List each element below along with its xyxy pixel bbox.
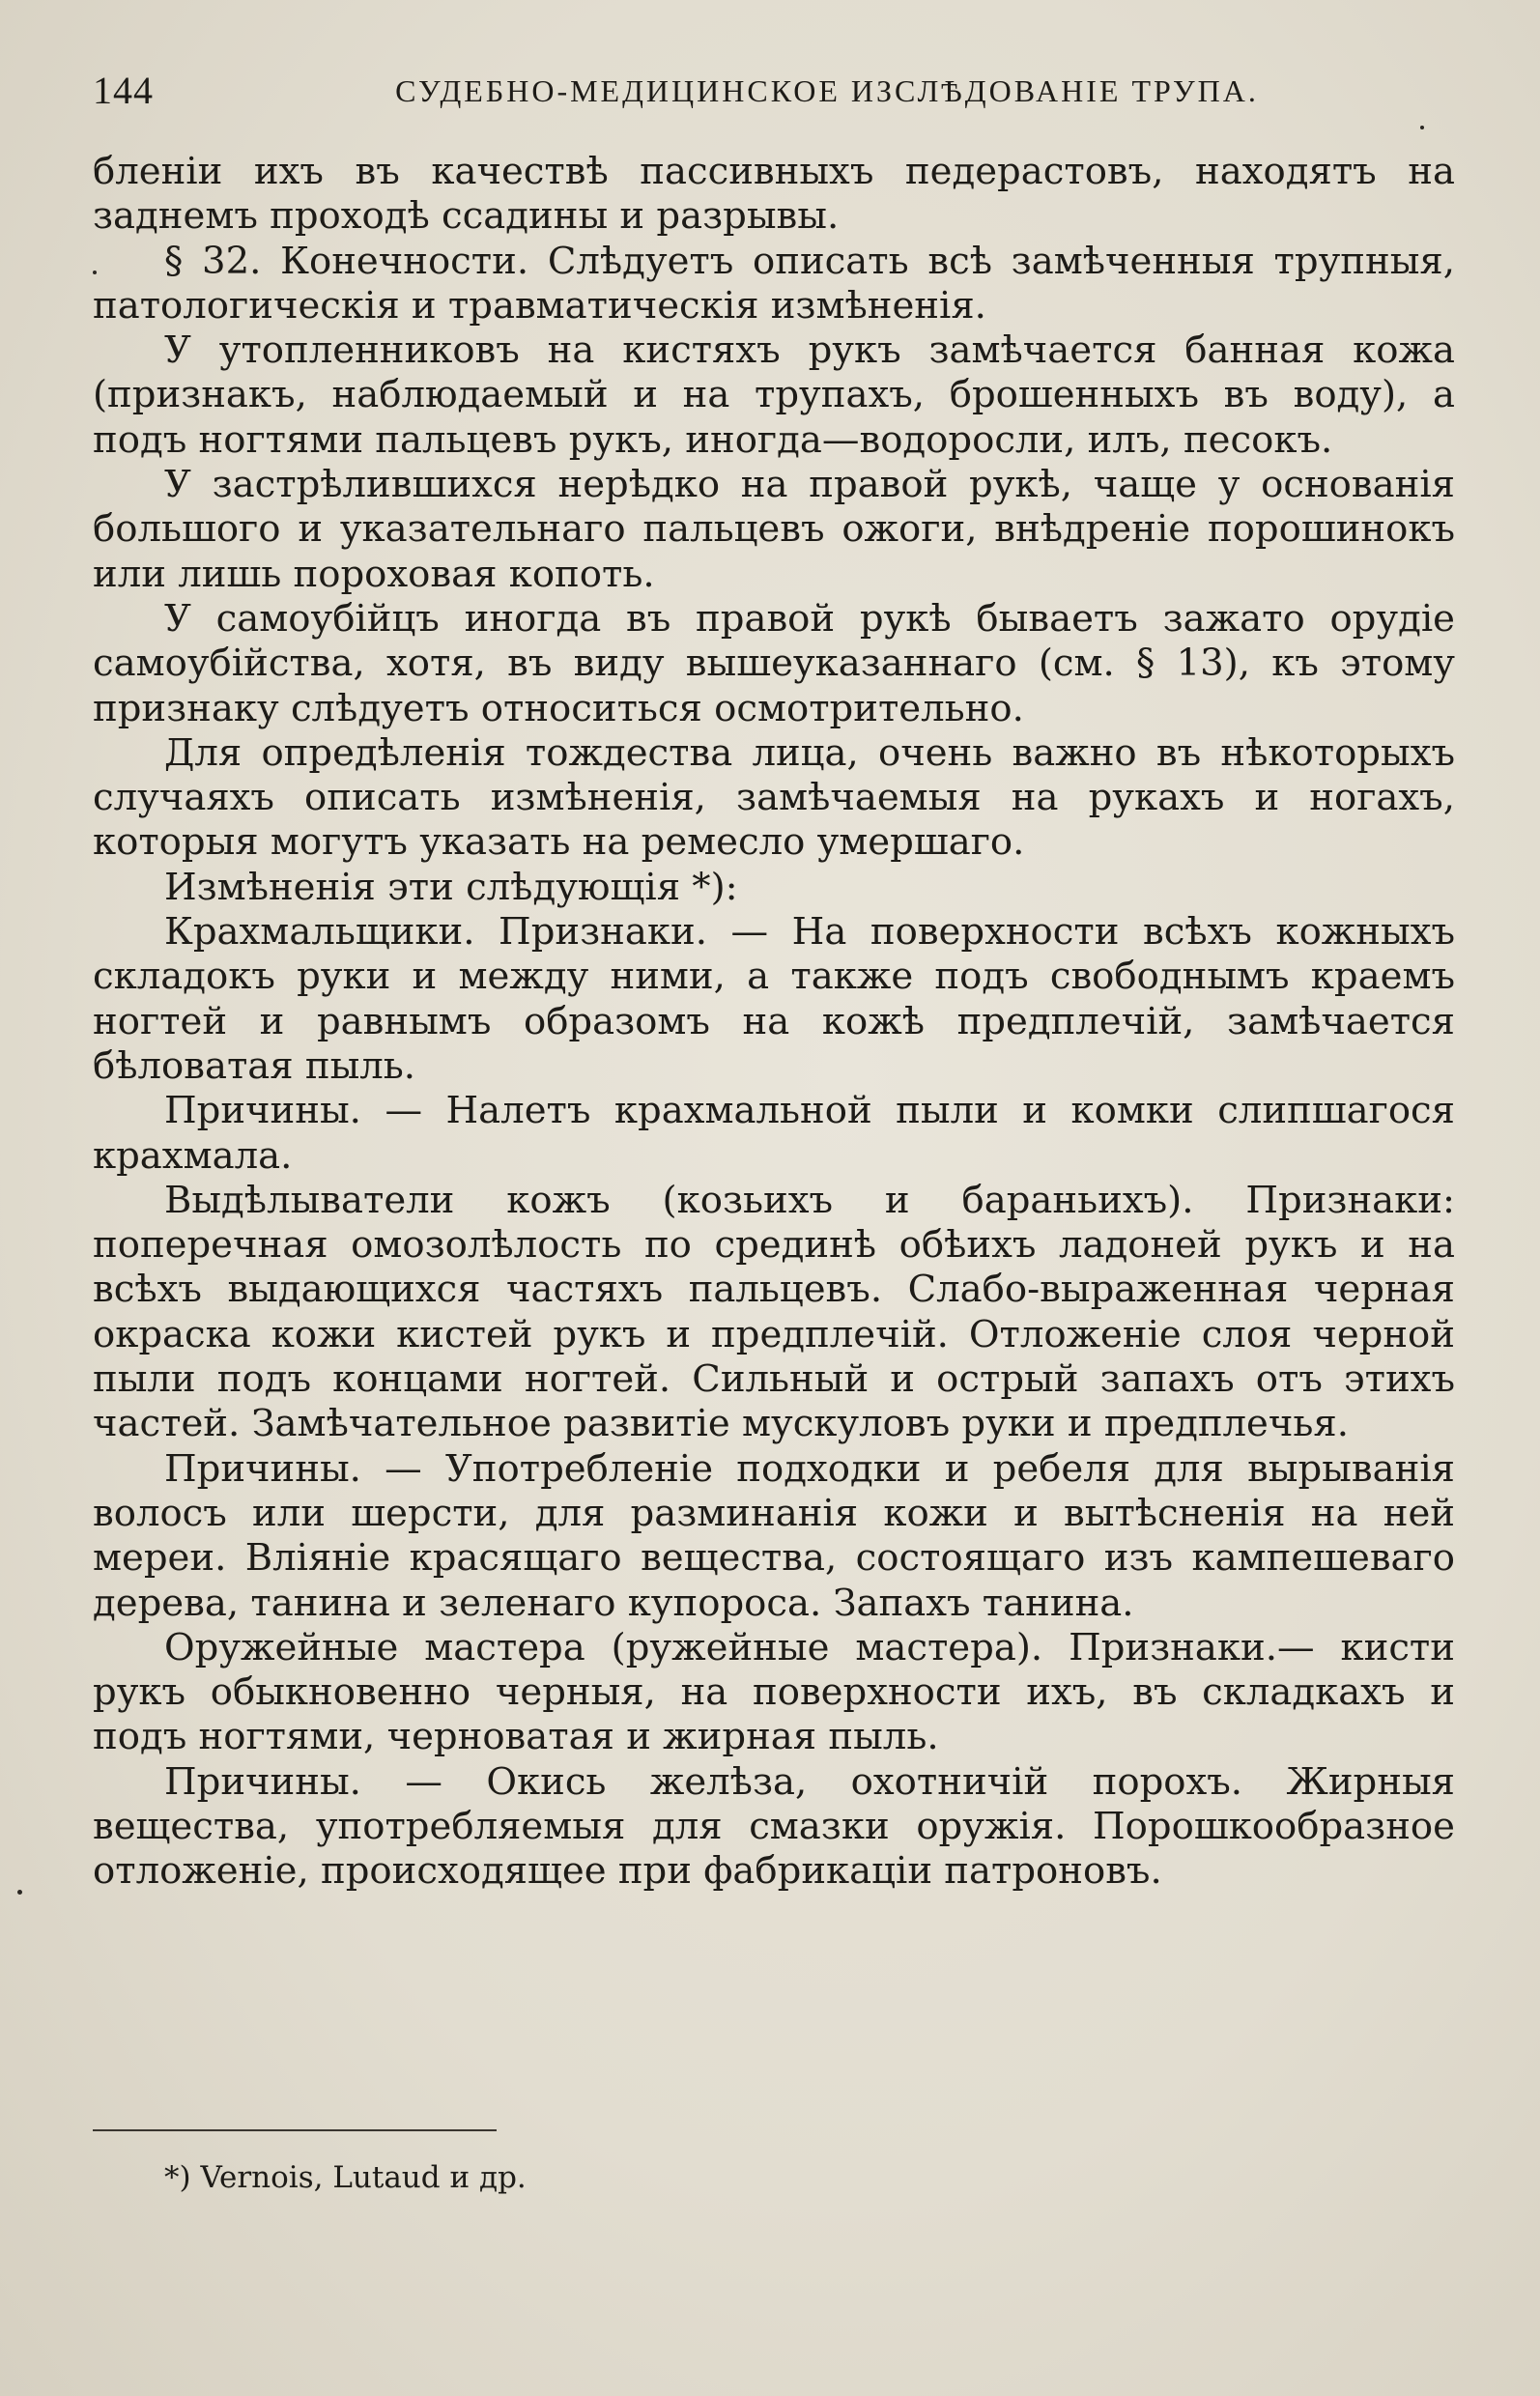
page-number: 144 (93, 69, 154, 112)
footnote-divider (93, 2129, 497, 2131)
paragraph-gunsmiths-causes: Причины. — Окись желѣза, охотничій порохъ. Жирныя вещества, употребляемыя для смазки оружія. Порошкообразное отложеніе, происходящее при фабрикаціи патроновъ. (93, 1759, 1455, 1894)
paragraph-tanners-causes: Причины. — Употребленіе подходки и ребеля для вырыванія волосъ или шерсти, для разминанія кожи и вытѣсненія на ней мереи. Вліяніе красящаго вещества, состоящаго изъ кампешеваго дерева, танина и зеленаго купороса. Запахъ танина. (93, 1446, 1455, 1625)
paragraph-drowned: У утопленниковъ на кистяхъ рукъ замѣчается банная кожа (признакъ, наблюдаемый и на трупахъ, брошенныхъ въ воду), а подъ ногтями пальцевъ рукъ, иногда—водоросли, илъ, песокъ. (93, 328, 1455, 462)
paragraph-section-32: § 32. Конечности. Слѣдуетъ описать всѣ замѣченныя трупныя, патологическія и травматическія измѣненія. (93, 239, 1455, 328)
paragraph-tanners: Выдѣлыватели кожъ (козьихъ и бараньихъ). Признаки: поперечная омозолѣлость по срединѣ обѣихъ ладоней рукъ и на всѣхъ выдающихся частяхъ пальцевъ. Слабо-выраженная черная окраска кожи кистей рукъ и предплечій. Отложеніе слоя черной пыли подъ концами ногтей. Сильный и острый запахъ отъ этихъ частей. Замѣчательное развитіе мускуловъ руки и предплечья. (93, 1178, 1455, 1446)
running-title: СУДЕБНО-МЕДИЦИНСКОЕ ИЗСЛѢДОВАНІЕ ТРУПА. (395, 73, 1259, 108)
paragraph-gunshot: У застрѣлившихся нерѣдко на правой рукѣ, чаще у основанія большого и указательнаго пальцевъ ожоги, внѣдреніе порошинокъ или лишь пороховая копоть. (93, 463, 1455, 596)
print-speck (17, 1890, 22, 1895)
paragraph-changes-intro: Измѣненія эти слѣдующія *): (164, 865, 738, 909)
body-text (93, 150, 1455, 1895)
paragraph-starchers-causes: Причины. — Налетъ крахмальной пыли и комки слипшагося крахмала. (93, 1089, 1455, 1178)
paragraph-suicide: У самоубійцъ иногда въ правой рукѣ бываетъ зажато орудіе самоубійства, хотя, въ виду вышеуказаннаго (см. § 13), къ этому признаку слѣдуетъ относиться осмотрительно. (93, 596, 1455, 730)
print-speck (1420, 126, 1424, 129)
print-speck (93, 271, 97, 274)
paragraph-identification: Для опредѣленія тождества лица, очень важно въ нѣкоторыхъ случаяхъ описать измѣненія, замѣчаемыя на рукахъ и ногахъ, которыя могутъ указать на ремесло умершаго. (93, 730, 1455, 865)
page-header (93, 68, 1455, 126)
footnote: *) Vernois, Lutaud и др. (164, 2160, 527, 2195)
paragraph-starchers: Крахмальщики. Признаки. — На поверхности всѣхъ кожныхъ складокъ руки и между ними, а также подъ свободнымъ краемъ ногтей и равнымъ образомъ на кожѣ предплечій, замѣчается бѣловатая пыль. (93, 910, 1455, 1088)
paragraph-continuation: бленіи ихъ въ качествѣ пассивныхъ педерастовъ, находятъ на заднемъ проходѣ ссадины и разрывы. (93, 150, 1455, 239)
paragraph-gunsmiths: Оружейные мастера (ружейные мастера). Признаки.— кисти рукъ обыкновенно черныя, на поверхности ихъ, въ складкахъ и подъ ногтями, черноватая и жирная пыль. (93, 1625, 1455, 1759)
